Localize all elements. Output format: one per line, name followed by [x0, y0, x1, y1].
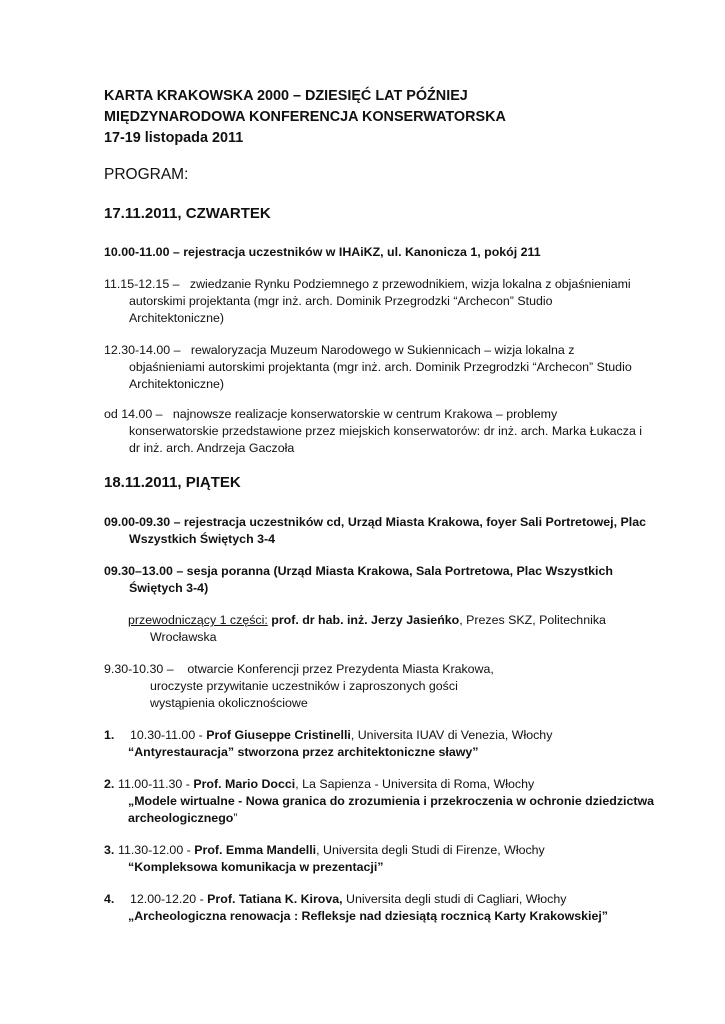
day1-item-2-text-c: Architektoniczne)	[129, 377, 225, 391]
heading-line-1: KARTA KRAKOWSKA 2000 – DZIESIĘĆ LAT PÓŹNIEJ	[104, 88, 468, 104]
chair-affiliation: , Prezes SKZ, Politechnika	[459, 613, 606, 627]
day1-item-3-text-b: konserwatorskie przedstawione przez miejskich konserwatorów: dr inż. arch. Marka Łukacza i	[129, 424, 643, 438]
day1-item-3-time: od 14.00 –	[104, 407, 163, 421]
day1-registration: 10.00-11.00 – rejestracja uczestników w IHAiKZ, ul. Kanonicza 1, pokój 211	[104, 245, 541, 259]
opening-line-b: uroczyste przywitanie uczestników i zaproszonych gości	[150, 679, 458, 693]
day2-registration-line-b: Wszystkich Świętych 3-4	[129, 532, 275, 546]
lecture-1-affiliation: , Universita IUAV di Venezia, Włochy	[350, 728, 553, 742]
day1-item-3-text-c: dr inż. arch. Andrzeja Gaczoła	[129, 441, 295, 455]
day1-item-1-text-b: autorskimi projektanta (mgr inż. arch. Dominik Przegrodzki “Archecon” Studio	[129, 294, 553, 308]
conference-heading	[104, 86, 704, 149]
lecture-2-speaker: Prof. Mario Docci	[193, 777, 296, 791]
lecture-1-title: “Antyrestauracja” stworzona przez architektoniczne sławy”	[128, 745, 479, 759]
lecture-2-number: 2.	[104, 777, 115, 791]
lecture-1-number: 1.	[104, 728, 115, 742]
lecture-4-title: „Archeologiczna renowacja : Refleksje nad dziesiątą rocznicą Karty Krakowskiej”	[128, 909, 608, 923]
lecture-4-time: 12.00-12.20 -	[130, 892, 204, 906]
lecture-2-title: „Modele wirtualne - Nowa granica do zrozumienia i przekroczenia w ochronie dziedzictwa	[128, 794, 655, 808]
lecture-3	[104, 842, 664, 876]
program-label: PROGRAM:	[104, 166, 189, 183]
day2-registration	[104, 514, 644, 548]
lecture-1-speaker: Prof Giuseppe Cristinelli	[206, 728, 351, 742]
day1-title: 17.11.2011, CZWARTEK	[104, 205, 271, 222]
lecture-2-title-cont: archeologicznego	[128, 811, 234, 825]
heading-line-3: 17-19 listopada 2011	[104, 130, 244, 146]
opening-line-c: wystąpienia okolicznościowe	[150, 696, 308, 710]
lecture-3-time: 11.30-12.00 -	[118, 843, 191, 857]
day1-item-2-time: 12.30-14.00 –	[104, 343, 181, 357]
lecture-3-number: 3.	[104, 843, 115, 857]
lecture-1-time: 10.30-11.00 -	[130, 728, 203, 742]
day2-session-line-a: 09.30–13.00 – sesja poranna (Urząd Miasta Krakowa, Sala Portretowa, Plac Wszystkich	[104, 564, 613, 578]
session-chair	[128, 612, 648, 646]
day1-item-3-text-a: najnowsze realizacje konserwatorskie w centrum Krakowa – problemy	[172, 407, 558, 421]
heading-line-2: MIĘDZYNARODOWA KONFERENCJA KONSERWATORSKA	[104, 109, 506, 125]
lecture-4-number: 4.	[104, 892, 115, 906]
lecture-1	[104, 727, 664, 761]
day2-title: 18.11.2011, PIĄTEK	[104, 474, 241, 491]
lecture-3-speaker: Prof. Emma Mandelli	[194, 843, 317, 857]
day1-item-3	[104, 406, 644, 457]
day1-item-1	[104, 276, 644, 327]
chair-name: prof. dr hab. inż. Jerzy Jasieńko	[271, 613, 460, 627]
day1-item-2-text-b: objaśnieniami autorskimi projektanta (mgr inż. arch. Dominik Przegrodzki “Archecon” Studio	[129, 360, 632, 374]
lecture-2	[104, 776, 664, 827]
lecture-4-affiliation: Universita degli studi di Cagliari, Włochy	[342, 892, 567, 906]
opening-ceremony	[104, 661, 644, 712]
day2-morning-session	[104, 563, 644, 597]
day1-item-1-text-c: Architektoniczne)	[129, 311, 225, 325]
lecture-3-affiliation: , Universita degli Studi di Firenze, Włochy	[316, 843, 545, 857]
day2-registration-line-a: 09.00-09.30 – rejestracja uczestników cd, Urząd Miasta Krakowa, foyer Sali Portretowej, Plac	[104, 515, 646, 529]
lecture-4-speaker: Prof. Tatiana K. Kirova,	[207, 892, 343, 906]
lecture-2-affiliation: , La Sapienza - Universita di Roma, Włochy	[295, 777, 535, 791]
day1-item-1-text-a: zwiedzanie Rynku Podziemnego z przewodnikiem, wizja lokalna z objaśnieniami	[189, 277, 631, 291]
chair-label: przewodniczący 1 części:	[128, 613, 268, 627]
lecture-3-title: “Kompleksowa komunikacja w prezentacji”	[128, 860, 384, 874]
day2-session-line-b: Świętych 3-4)	[129, 581, 209, 595]
lecture-2-closing-quote: ”	[233, 811, 238, 825]
day1-item-1-time: 11.15-12.15 –	[104, 277, 180, 291]
lecture-4	[104, 891, 664, 925]
opening-line-a: otwarcie Konferencji przez Prezydenta Miasta Krakowa,	[187, 662, 494, 676]
chair-city: Wrocławska	[150, 630, 217, 644]
lecture-2-time: 11.00-11.30 -	[118, 777, 190, 791]
day1-item-2	[104, 342, 644, 393]
opening-time: 9.30-10.30 –	[104, 662, 174, 676]
day1-item-2-text-a: rewaloryzacja Muzeum Narodowego w Sukiennicach – wizja lokalna z	[190, 343, 575, 357]
